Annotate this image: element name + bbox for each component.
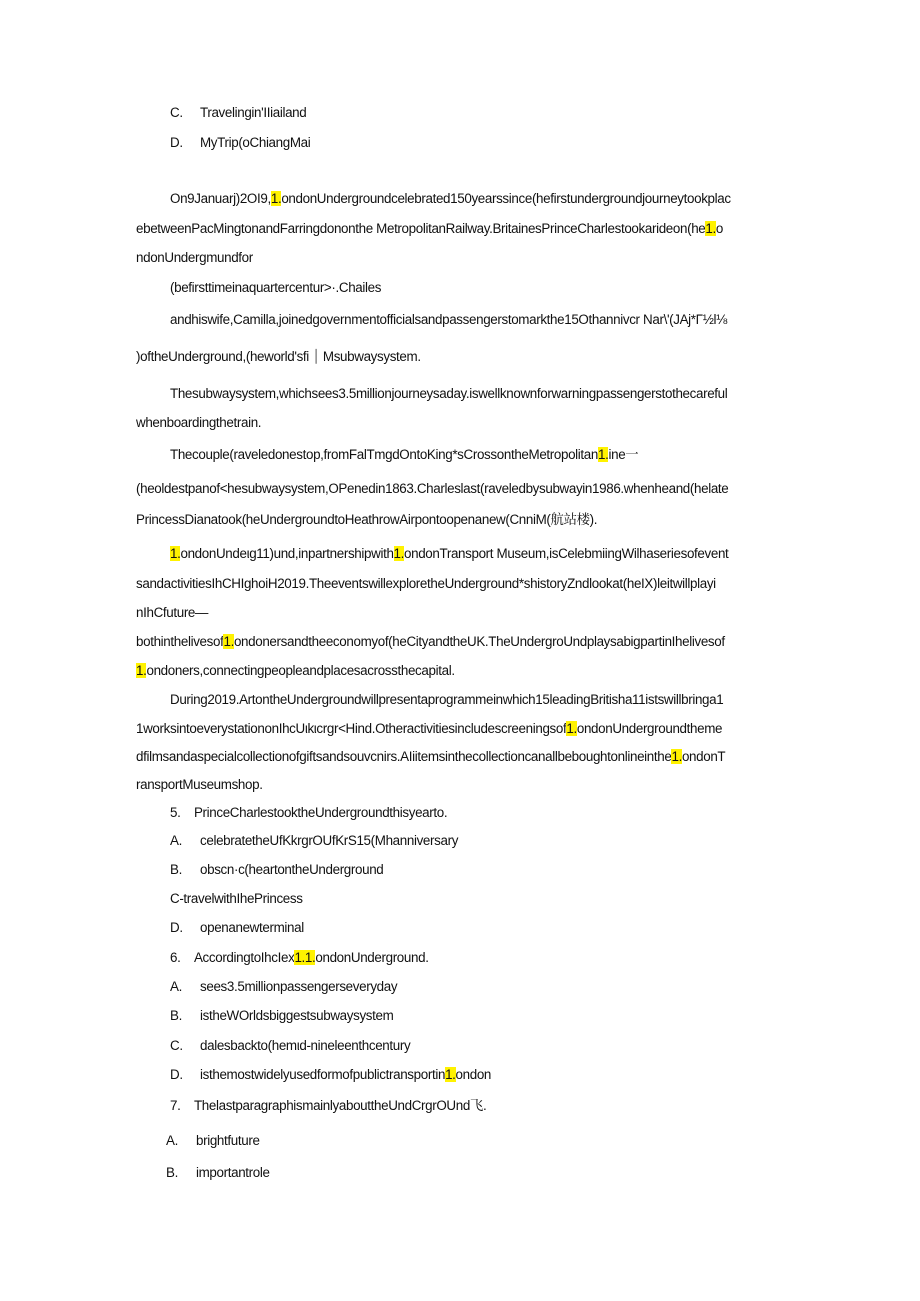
highlight-mark: 1. [270, 191, 282, 206]
option-label: A. [166, 1133, 178, 1148]
option-text: brightfuture [196, 1133, 260, 1148]
question-6-option-b[interactable] [170, 1008, 393, 1024]
option-text: C-travelwithIhePrincess [170, 891, 303, 906]
option-label: A. [170, 833, 182, 848]
option-text: dalesbackto(hemιd-nineleenthcentury [200, 1038, 411, 1053]
text-run: 1worksintoeverystationonIhcUιkιcrgr<Hind.Otheractivitiesincludescreeningsof [136, 721, 567, 736]
text-run: 6. AccordingtoIhcIex [170, 950, 295, 965]
highlight-mark: 1. [671, 749, 682, 764]
option-label: A. [170, 979, 182, 994]
text-run: On9Januarj)2OI9, [170, 191, 271, 206]
text-run: dfilmsandaspecialcollectionofgiftsandsouvcnirs.AIiitemsinthecollectioncanallbeboughtonlineinthe [136, 749, 672, 764]
highlight-mark: 1. [136, 663, 147, 678]
text-run: ondonTransport Museum,isCelebmiingWilhaseriesofevent [404, 546, 729, 561]
option-c-prev [170, 105, 306, 121]
text-run: ine一 [608, 447, 639, 462]
passage-line-7: Thesubwaysystem,whichsees3.5millionjourneysaday.iswellknownforwarningpassengerstothecareful [170, 386, 728, 401]
option-label: C. [170, 1038, 183, 1053]
option-text: sees3.5millionpassengerseveryday [200, 979, 398, 994]
text-run: ondonUndergroundcelebrated150yearssince(hefirstundergroundjourneytookplac [281, 191, 731, 206]
option-text: ondon [455, 1067, 492, 1082]
option-label: D. [170, 1067, 183, 1082]
passage-line-3: ndonUndergmundfor [136, 250, 253, 265]
question-6-option-a[interactable] [170, 979, 397, 995]
option-text: celebratetheUfKkrgrOUfKrS15(Mhanniversary [200, 833, 459, 848]
question-7-option-b[interactable] [166, 1165, 270, 1181]
option-text: istheWOrldsbiggestsubwaysystem [200, 1008, 394, 1023]
highlight-mark: 1. [170, 546, 181, 561]
question-7-stem: 7. ThelastparagraphismainlyabouttheUndCrgrOUnd飞. [170, 1098, 487, 1113]
question-5-option-d[interactable] [170, 920, 304, 936]
option-text: MyTrip(oChiangMai [200, 135, 311, 150]
question-6-stem [170, 950, 429, 966]
option-text: Travelingin'IIiailand [200, 105, 307, 120]
text-run: Thecouple(raveledonestop,fromFalTmgdOntoKing*sCrossontheMetropolitan [170, 447, 598, 462]
question-5-option-a[interactable] [170, 833, 458, 849]
passage-line-13: sandactivitiesIhCHIghoiH2019.TheeventswillexploretheUnderground*shistoryZndlookat(heIX)leitwillplayi [136, 576, 716, 591]
option-label: B. [170, 1008, 182, 1023]
text-run: ondonUndergroundtheme [576, 721, 723, 736]
highlight-mark: 1. [705, 221, 716, 236]
passage-line-6: )oftheUnderground,(heworld'sfi ⏐ Msubwaysystem. [136, 349, 421, 364]
text-run: ondonT [681, 749, 726, 764]
highlight-mark: 1. [445, 1067, 456, 1082]
passage-line-19 [136, 749, 725, 765]
option-text: obscn·c(heartontheUnderground [200, 862, 384, 877]
option-text: importantrole [196, 1165, 270, 1180]
text-run: ondoners,connectingpeopleandplacesacrossthecapital. [146, 663, 455, 678]
passage-line-16 [136, 663, 455, 679]
option-text: openanewterminal [200, 920, 304, 935]
highlight-mark: 1. [566, 721, 577, 736]
passage-line-8: whenboardingthetrain. [136, 415, 262, 430]
option-label: D. [170, 135, 183, 150]
passage-line-12 [170, 546, 728, 562]
question-5-option-b[interactable] [170, 862, 383, 878]
question-5-stem: 5. PrinceCharlestooktheUndergroundthisyearto. [170, 805, 448, 820]
question-5-option-c[interactable] [170, 891, 303, 907]
text-run: ondonersandtheeconomyof(heCityandtheUK.TheUndergroUndplaysabigpartinIhelivesof [233, 634, 725, 649]
passage-line-11: PrincessDianatook(heUndergroundtoHeathrowAirpontoopenanew(CnniM(航站楼). [136, 512, 598, 527]
passage-line-10: (heoldestpanof<hesubwaysystem,OPenedin1863.Charleslast(raveledbysubwayin1986.whenheand(helate [136, 481, 729, 496]
option-label: B. [166, 1165, 178, 1180]
highlight-mark: 1. [598, 447, 609, 462]
passage-line-18 [136, 721, 722, 737]
question-6-option-c[interactable] [170, 1038, 410, 1054]
option-d-prev [170, 135, 310, 151]
passage-line-17: During2019.ArtontheUndergroundwillpresentaprogrammeinwhich15leadingBritisha11istswillbringa1 [170, 692, 724, 707]
passage-line-9 [170, 447, 638, 463]
passage-line-15 [136, 634, 725, 650]
text-run: bothinthelivesof [136, 634, 224, 649]
option-label: C. [170, 105, 183, 120]
text-run: ebetweenPacMingtonandFarringdononthe MetropolitanRailway.BritainesPrinceCharlestookarideon(he [136, 221, 706, 236]
option-label: D. [170, 920, 183, 935]
option-text: isthemostwidelyusedformofpublictransportin [200, 1067, 446, 1082]
highlight-mark: 1.1. [294, 950, 316, 965]
text-run: ondonUnderground. [315, 950, 429, 965]
passage-line-5: andhiswife,Camilla,joinedgovernmentofficialsandpassengerstomarkthe15Othannivcr Nar\'(JAj*Γ½l⅛ [170, 312, 727, 327]
passage-line-20: ransportMuseumshop. [136, 777, 263, 792]
question-7-option-a[interactable] [166, 1133, 260, 1149]
highlight-mark: 1. [393, 546, 405, 561]
option-label: B. [170, 862, 182, 877]
text-run: ondonUndeιg11)und,inpartnershipwith [180, 546, 394, 561]
highlight-mark: 1. [223, 634, 234, 649]
passage-line-14: nIhCfuture— [136, 605, 209, 620]
question-6-option-d[interactable] [170, 1067, 491, 1083]
passage-line-1 [170, 191, 731, 207]
text-run: o [715, 221, 723, 236]
passage-line-2 [136, 221, 723, 237]
passage-line-4: (befirsttimeinaquartercentur>·.Chailes [170, 280, 382, 295]
